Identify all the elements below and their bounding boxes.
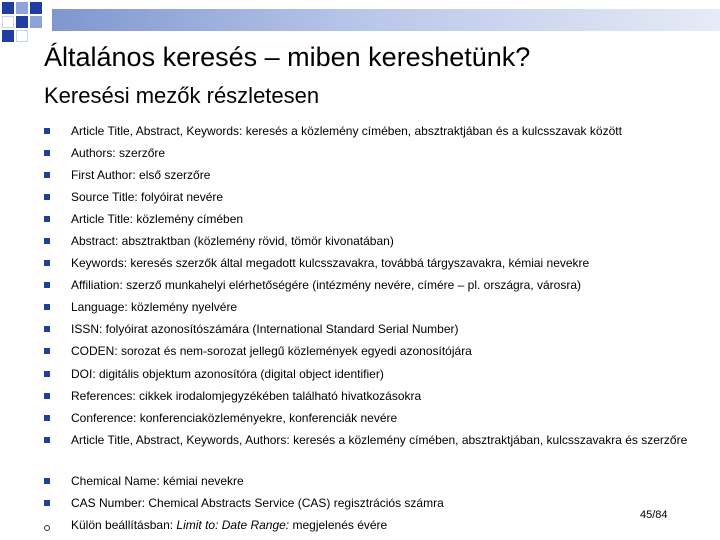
square-bullet-icon [44, 194, 50, 200]
square-bullet-icon [44, 172, 50, 178]
bullet-list: Article Title, Abstract, Keywords: keresés a közlemény címében, absztraktjában és a kulcsszavak között Authors: szerzőre First Author: első szerzőre Source Title: folyóirat nevére Article Title: közlemény címében Abstract: absztraktban (közlemény rövid, tömör kivonatában) Keywords: keresés szerzők által megadott kulcsszavakra, továbbá tárgyszavakra, kémiai nevekre Affiliation: szerző munkahelyi elérhetőségére (intézmény nevére, címére – pl. országra, városra) Language: közlemény nyelvére ISSN: folyóirat azonosítószámára (International Standard Serial Number) CODEN: sorozat és nem-sorozat jellegű közlemények egyedi azonosítójára DOI: digitális objektum azonosítóra (digital object identifier) References: cikkek irodalomjegyzékében található hivatkozásokra Conference: konferenciaközleményekre, konferenciák nevére Article Title, Abstract, Keywords, Authors: keresés a közlemény címében, absztraktjában, kulcsszavakra és szerzőre Chemical Name: kémiai nevekre CAS Number: Chemical Abstracts Service (CAS) regisztrációs számra Külön beállításban: Limit to: Date Range: megjelenés évére [0, 0, 720, 540]
square-bullet-icon [44, 282, 50, 288]
square-bullet-icon [44, 304, 50, 310]
square-bullet-icon [44, 478, 50, 484]
slide-subtitle: Keresési mezők részletesen [44, 83, 320, 108]
square-bullet-icon [44, 415, 50, 421]
page-number: 45/84 [640, 509, 668, 521]
square-bullet-icon [44, 260, 50, 266]
date-range-note: Külön beállításban: Limit to: Date Range: megjelenés évére [71, 518, 388, 532]
square-bullet-icon [44, 326, 50, 332]
square-bullet-icon [44, 393, 50, 399]
circle-bullet-icon [44, 525, 50, 531]
square-bullet-icon [44, 216, 50, 222]
slide-title: Általános keresés – miben kereshetünk? [44, 42, 531, 72]
square-bullet-icon [44, 500, 50, 506]
square-bullet-icon [44, 150, 50, 156]
square-bullet-icon [44, 128, 50, 134]
square-bullet-icon [44, 371, 50, 377]
square-bullet-icon [44, 437, 50, 443]
square-bullet-icon [44, 238, 50, 244]
square-bullet-icon [44, 348, 50, 354]
